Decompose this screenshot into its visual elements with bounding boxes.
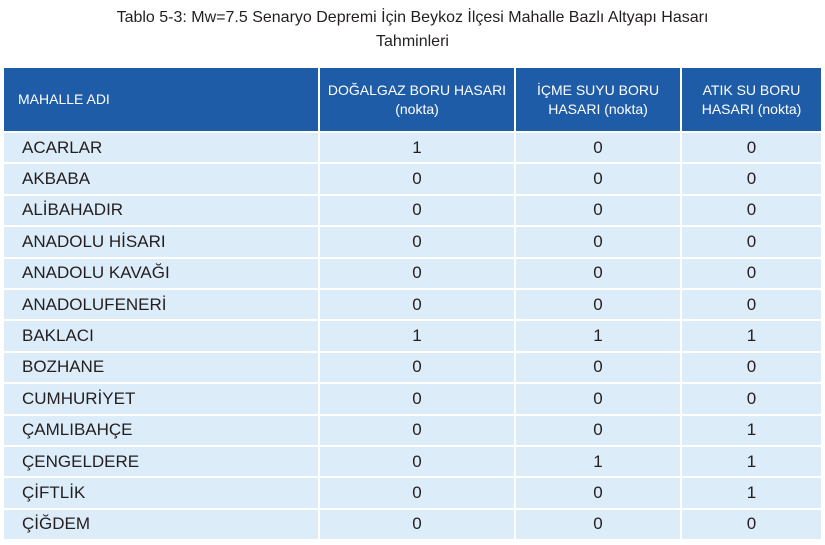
table-row [4,288,821,319]
cell-dogalgaz: 1 [320,131,516,162]
cell-dogalgaz: 0 [320,476,516,507]
cell-atik-su: 0 [682,194,821,225]
cell-atik-su: 1 [682,319,821,350]
cell-mahalle-name: ANADOLU HİSARI [4,225,320,256]
cell-atik-su: 0 [682,382,821,413]
cell-icme-suyu: 0 [516,288,682,319]
cell-icme-suyu: 0 [516,476,682,507]
header-icme-suyu: İÇME SUYU BORU HASARI (nokta) [516,68,682,131]
table-row [4,194,821,225]
cell-atik-su: 0 [682,351,821,382]
cell-mahalle-name: ÇİĞDEM [4,508,320,539]
table-row [4,414,821,445]
cell-mahalle-name: BOZHANE [4,351,320,382]
cell-icme-suyu: 0 [516,162,682,193]
table-body [4,131,821,539]
cell-icme-suyu: 0 [516,225,682,256]
cell-dogalgaz: 0 [320,162,516,193]
cell-mahalle-name: ANADOLUFENERİ [4,288,320,319]
cell-dogalgaz: 1 [320,319,516,350]
table-row [4,382,821,413]
cell-dogalgaz: 0 [320,445,516,476]
cell-dogalgaz: 0 [320,382,516,413]
table-row [4,351,821,382]
header-atik-su: ATIK SU BORU HASARI (nokta) [682,68,821,131]
cell-atik-su: 0 [682,288,821,319]
cell-mahalle-name: BAKLACI [4,319,320,350]
table-row [4,257,821,288]
cell-icme-suyu: 0 [516,351,682,382]
cell-dogalgaz: 0 [320,508,516,539]
cell-mahalle-name: ANADOLU KAVAĞI [4,257,320,288]
cell-icme-suyu: 1 [516,319,682,350]
cell-mahalle-name: ÇİFTLİK [4,476,320,507]
cell-atik-su: 0 [682,131,821,162]
cell-dogalgaz: 0 [320,414,516,445]
table-row [4,508,821,539]
cell-atik-su: 1 [682,414,821,445]
cell-atik-su: 0 [682,162,821,193]
cell-mahalle-name: ÇAMLIBAHÇE [4,414,320,445]
header-dogalgaz: DOĞALGAZ BORU HASARI (nokta) [320,68,516,131]
cell-mahalle-name: ALİBAHADIR [4,194,320,225]
cell-mahalle-name: CUMHURİYET [4,382,320,413]
cell-atik-su: 0 [682,225,821,256]
table-row [4,162,821,193]
cell-icme-suyu: 1 [516,445,682,476]
cell-dogalgaz: 0 [320,194,516,225]
table-row [4,445,821,476]
caption-line-1: Tablo 5-3: Mw=7.5 Senaryo Depremi İçin Beykoz İlçesi Mahalle Bazlı Altyapı Hasarı [116,9,709,26]
cell-mahalle-name: AKBABA [4,162,320,193]
table-caption [0,6,825,54]
table-header-row [4,68,821,131]
cell-mahalle-name: ÇENGELDERE [4,445,320,476]
header-mahalle-adi: MAHALLE ADI [4,68,320,131]
cell-dogalgaz: 0 [320,288,516,319]
cell-atik-su: 1 [682,476,821,507]
cell-icme-suyu: 0 [516,382,682,413]
cell-icme-suyu: 0 [516,414,682,445]
table-row [4,131,821,162]
infrastructure-damage-table [4,68,821,539]
cell-atik-su: 1 [682,445,821,476]
table-row [4,476,821,507]
caption-line-2: Tahminleri [376,33,449,50]
cell-atik-su: 0 [682,257,821,288]
cell-icme-suyu: 0 [516,257,682,288]
table-row [4,319,821,350]
cell-icme-suyu: 0 [516,131,682,162]
table-row [4,225,821,256]
cell-mahalle-name: ACARLAR [4,131,320,162]
cell-dogalgaz: 0 [320,257,516,288]
cell-icme-suyu: 0 [516,508,682,539]
cell-atik-su: 0 [682,508,821,539]
cell-icme-suyu: 0 [516,194,682,225]
cell-dogalgaz: 0 [320,351,516,382]
cell-dogalgaz: 0 [320,225,516,256]
